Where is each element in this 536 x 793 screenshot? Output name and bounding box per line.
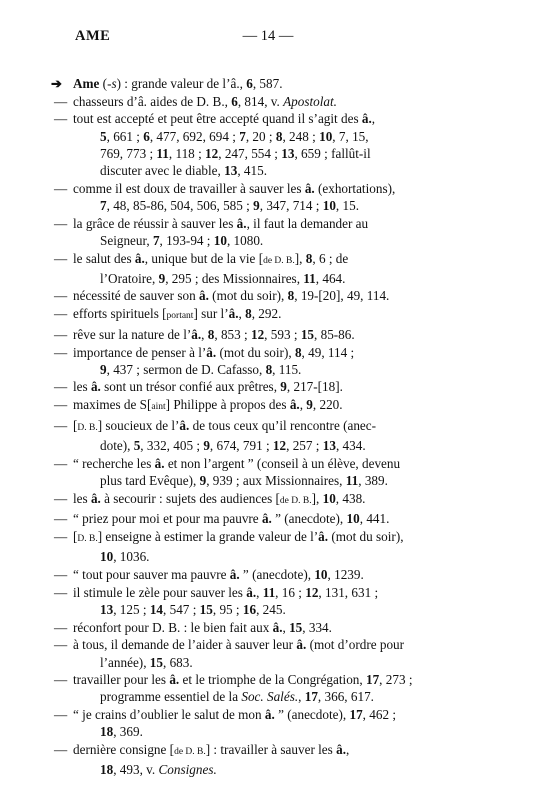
dash-marker: —	[54, 637, 68, 653]
dash-marker: —	[54, 584, 68, 600]
index-entry	[54, 636, 486, 670]
index-entry	[54, 455, 486, 489]
dash-marker: —	[54, 215, 68, 231]
entry-text: la grâce de réussir à sauver les â., il faut la demander au	[73, 215, 369, 231]
page-number: — 14 —	[242, 28, 294, 44]
entry-continuation: 5, 661 ; 6, 477, 692, 694 ; 7, 20 ; 8, 248 ; 10, 7, 15,	[100, 128, 369, 144]
entry-text: “ tout pour sauver ma pauvre â. ” (anecdote), 10, 1239.	[73, 566, 364, 582]
index-entry	[54, 326, 486, 343]
index-entry	[54, 250, 486, 287]
dash-marker: —	[54, 529, 68, 545]
index-entry	[54, 741, 486, 778]
index-entry	[54, 287, 486, 304]
entry-text: le salut des â., unique but de la vie [de D. B.], 8, 6 ; de	[73, 250, 349, 266]
entry-text: Ame (-s) : grande valeur de l’â., 6, 587.	[73, 76, 283, 91]
dash-marker: —	[54, 490, 68, 506]
entry-text: les â. à secourir : sujets des audiences [de D. B.], 10, 438.	[73, 490, 366, 506]
dash-marker: —	[54, 566, 68, 582]
entry-text: maximes de S[aint] Philippe à propos des â., 9, 220.	[73, 397, 343, 413]
entry-text: [D. B.] soucieux de l’â. de tous ceux qu’il rencontre (anec-	[73, 417, 377, 433]
index-entry	[54, 344, 486, 378]
entry-continuation: 7, 48, 85-86, 504, 506, 585 ; 9, 347, 714 ; 10, 15.	[100, 197, 359, 213]
dash-marker: —	[54, 111, 68, 127]
running-header	[75, 28, 461, 48]
dash-marker: —	[54, 326, 68, 342]
entry-text: “ je crains d’oublier le salut de mon â. ” (anecdote), 17, 462 ;	[73, 707, 396, 723]
index-entry	[54, 706, 486, 740]
entry-text: efforts spirituels [portant] sur l’â., 8, 292.	[73, 306, 282, 322]
entry-continuation: 18, 369.	[100, 724, 143, 740]
index-entry	[54, 671, 486, 705]
entry-continuation: Seigneur, 7, 193-94 ; 10, 1080.	[100, 232, 264, 248]
index-entry	[54, 378, 486, 395]
dash-marker: —	[54, 306, 68, 322]
dash-marker: —	[54, 619, 68, 635]
index-entry	[54, 490, 486, 510]
index-entries	[51, 75, 486, 779]
index-entry	[54, 110, 486, 179]
entry-text: il stimule le zèle pour sauver les â., 11, 16 ; 12, 131, 631 ;	[73, 584, 379, 600]
dash-marker: —	[54, 250, 68, 266]
entry-text: travailler pour les â. et le triomphe de la Congrégation, 17, 273 ;	[73, 672, 413, 688]
entry-text: les â. sont un trésor confié aux prêtres, 9, 217-[18].	[73, 379, 343, 395]
dash-marker: —	[54, 397, 68, 413]
entry-continuation: 10, 1036.	[100, 549, 150, 565]
entry-text: nécessité de sauver son â. (mot du soir), 8, 19-[20], 49, 114.	[73, 288, 390, 304]
dash-marker: —	[54, 742, 68, 758]
index-entry	[54, 93, 486, 110]
entry-text: réconfort pour D. B. : le bien fait aux â., 15, 334.	[73, 619, 332, 635]
entry-text: “ priez pour moi et pour ma pauvre â. ” (anecdote), 10, 441.	[73, 511, 390, 527]
dash-marker: —	[54, 707, 68, 723]
dash-marker: —	[54, 455, 68, 471]
index-entry	[54, 619, 486, 636]
index-entry	[54, 215, 486, 249]
index-entry	[54, 510, 486, 527]
index-entry	[54, 528, 486, 565]
entry-continuation: l’année), 15, 683.	[100, 654, 193, 670]
entry-continuation: programme essentiel de la Soc. Salés., 17, 366, 617.	[100, 689, 374, 705]
entry-continuation: 9, 437 ; sermon de D. Cafasso, 8, 115.	[100, 361, 302, 377]
entry-continuation: l’Oratoire, 9, 295 ; des Missionnaires, 11, 464.	[100, 270, 346, 286]
index-entry	[54, 584, 486, 618]
entry-continuation: plus tard Evêque), 9, 939 ; aux Missionnaires, 11, 389.	[100, 472, 388, 488]
index-entry	[54, 396, 486, 416]
entry-text: “ recherche les â. et non l’argent ” (conseil à un élève, devenu	[73, 455, 401, 471]
entry-text: à tous, il demande de l’aider à sauver leur â. (mot d’ordre pour	[73, 637, 405, 653]
entry-continuation: 18, 493, v. Consignes.	[100, 762, 217, 778]
header-title: AME	[75, 28, 111, 44]
entry-text: rêve sur la nature de l’â., 8, 853 ; 12, 593 ; 15, 85-86.	[73, 326, 355, 342]
entry-text: dernière consigne [de D. B.] : travailler à sauver les â.,	[73, 742, 350, 758]
arrow-icon: ➔	[51, 76, 63, 91]
dash-marker: —	[54, 180, 68, 196]
dash-marker: —	[54, 379, 68, 395]
index-entry	[54, 180, 486, 214]
index-entry	[51, 75, 486, 92]
entry-text: importance de penser à l’â. (mot du soir), 8, 49, 114 ;	[73, 344, 355, 360]
dash-marker: —	[54, 288, 68, 304]
dash-marker: —	[54, 344, 68, 360]
dash-marker: —	[54, 417, 68, 433]
entry-continuation: 13, 125 ; 14, 547 ; 15, 95 ; 16, 245.	[100, 601, 286, 617]
dash-marker: —	[54, 672, 68, 688]
entry-continuation: 769, 773 ; 11, 118 ; 12, 247, 554 ; 13, 659 ; fallût-il	[100, 145, 371, 161]
entry-text: tout est accepté et peut être accepté quand il s’agit des â.,	[73, 111, 376, 127]
index-entry	[54, 305, 486, 325]
dash-marker: —	[54, 93, 68, 109]
entry-continuation: discuter avec le diable, 13, 415.	[100, 163, 267, 179]
entry-text: [D. B.] enseigne à estimer la grande valeur de l’â. (mot du soir),	[73, 529, 404, 545]
entry-text: comme il est doux de travailler à sauver les â. (exhortations),	[73, 180, 396, 196]
index-entry	[54, 566, 486, 583]
entry-continuation: dote), 5, 332, 405 ; 9, 674, 791 ; 12, 257 ; 13, 434.	[100, 438, 366, 454]
dash-marker: —	[54, 511, 68, 527]
entry-text: chasseurs d’â. aides de D. B., 6, 814, v. Apostolat.	[73, 93, 337, 109]
index-entry	[54, 417, 486, 454]
